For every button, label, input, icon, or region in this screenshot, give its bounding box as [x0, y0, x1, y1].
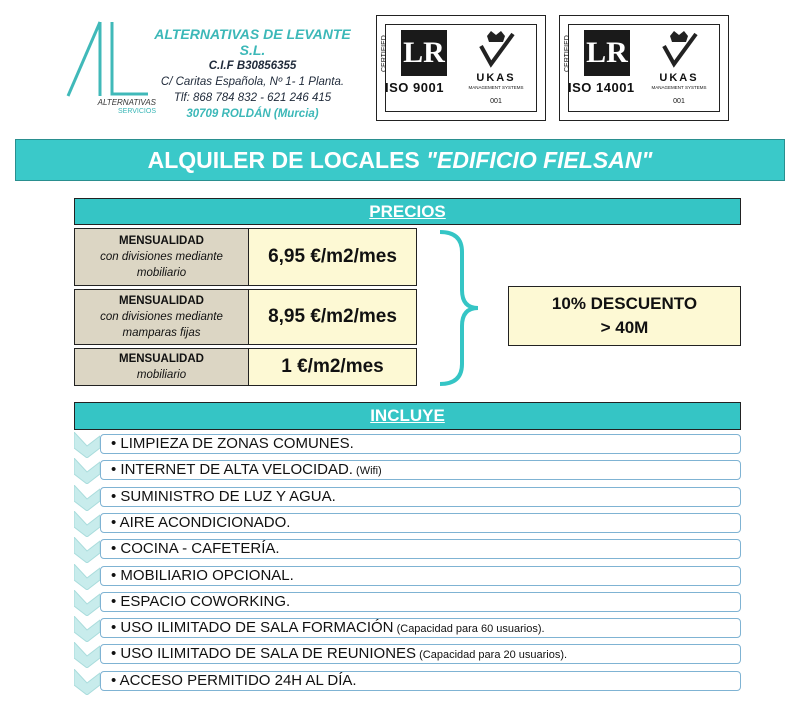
chevron-down-icon: [74, 590, 100, 616]
incluye-item: [100, 592, 741, 612]
price-value: 6,95 €/m2/mes: [249, 229, 416, 285]
incluye-item-text: • ESPACIO COWORKING.: [111, 592, 291, 610]
chevron-down-icon: [74, 432, 100, 458]
page-title: ALQUILER DE LOCALES "EDIFICIO FIELSAN": [15, 139, 785, 181]
incluye-item: [100, 539, 741, 559]
incluye-item-text: • ACCESO PERMITIDO 24H AL DÍA.: [111, 671, 357, 689]
incluye-item: [100, 618, 741, 638]
incluye-item: [100, 566, 741, 586]
precios-header: PRECIOS: [74, 198, 741, 225]
incluye-header: INCLUYE: [74, 402, 741, 430]
iso-9001-certificate: CERTIFIED LR ISO 9001 UKAS MANAGEMENT SYSTEMS 001: [376, 15, 546, 121]
chevron-down-icon: [74, 511, 100, 537]
incluye-item: [100, 644, 741, 664]
incluye-item-text: • SUMINISTRO DE LUZ Y AGUA.: [111, 487, 336, 505]
chevron-down-icon: [74, 458, 100, 484]
crown-check-icon: [652, 30, 706, 70]
chevron-down-icon: [74, 564, 100, 590]
lr-logo: LR: [401, 30, 447, 76]
price-value: 1 €/m2/mes: [249, 349, 416, 385]
incluye-item-text: • AIRE ACONDICIONADO.: [111, 513, 291, 531]
logo-subtitle: ALTERNATIVAS SERVICIOS: [97, 98, 156, 115]
incluye-item-text: • USO ILIMITADO DE SALA FORMACIÓN: [111, 619, 394, 637]
company-name: ALTERNATIVAS DE LEVANTE S.L.: [154, 26, 351, 58]
incluye-item-note: (Wifi): [352, 465, 382, 478]
chevron-down-icon: [74, 537, 100, 563]
price-row: MENSUALIDAD con divisiones mediante mamparas fijas 8,95 €/m2/mes: [74, 289, 417, 345]
price-value: 8,95 €/m2/mes: [249, 290, 416, 344]
incluye-item: [100, 460, 741, 480]
iso-14001-certificate: CERTIFIED LR ISO 14001 UKAS MANAGEMENT SYSTEMS 001: [559, 15, 729, 121]
incluye-item-note: (Capacidad para 20 usuarios).: [416, 649, 568, 662]
chevron-down-icon: [74, 485, 100, 511]
company-logo: [60, 18, 150, 108]
incluye-item-text: • MOBILIARIO OPCIONAL.: [111, 566, 294, 584]
incluye-item: [100, 434, 741, 454]
incluye-item-text: • COCINA - CAFETERÍA.: [111, 540, 280, 558]
incluye-item: [100, 513, 741, 533]
discount-box: 10% DESCUENTO > 40M: [508, 286, 741, 346]
company-phone: Tlf: 868 784 832 - 621 246 415: [173, 92, 332, 104]
chevron-down-icon: [74, 642, 100, 668]
incluye-item-text: • LIMPIEZA DE ZONAS COMUNES.: [111, 435, 354, 452]
price-row: MENSUALIDAD con divisiones mediante mobiliario 6,95 €/m2/mes: [74, 228, 417, 286]
chevron-down-icon: [74, 669, 100, 695]
company-address: C/ Caritas Española, Nº 1- 1 Planta.: [160, 76, 345, 88]
company-city: 30709 ROLDÁN (Murcia): [186, 108, 319, 120]
incluye-item-text: • INTERNET DE ALTA VELOCIDAD.: [111, 461, 353, 479]
company-cif: C.I.F B30856355: [208, 60, 297, 72]
incluye-item-text: • USO ILIMITADO DE SALA DE REUNIONES: [111, 645, 417, 663]
incluye-item: [100, 671, 741, 691]
lr-logo: LR: [584, 30, 630, 76]
incluye-item-note: (Capacidad para 60 usuarios).: [393, 623, 545, 636]
brace-icon: [438, 228, 478, 388]
price-row: MENSUALIDAD mobiliario 1 €/m2/mes: [74, 348, 417, 386]
company-info: [145, 26, 360, 122]
incluye-item: [100, 487, 741, 507]
chevron-down-icon: [74, 616, 100, 642]
crown-check-icon: [469, 30, 523, 70]
